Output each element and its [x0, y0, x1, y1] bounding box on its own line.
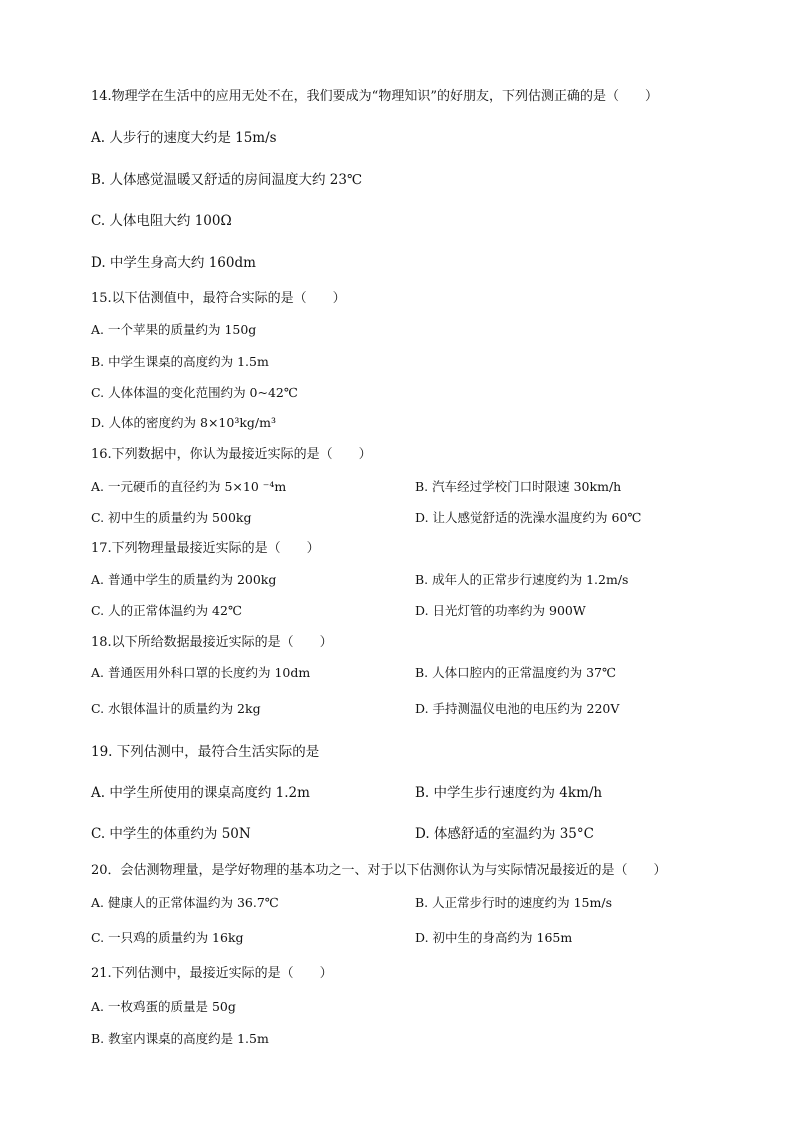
question-17-option-a: A. 普通中学生的质量约为 200kg	[91, 572, 277, 587]
question-20-option-c: C. 一只鸡的质量约为 16kg	[91, 930, 244, 945]
question-16-option-b: B. 汽车经过学校门口时限速 30km/h	[415, 479, 622, 494]
question-15-option-b: B. 中学生课桌的高度约为 1.5m	[91, 354, 269, 369]
question-21-stem: 21.下列估测中，最接近实际的是（ ）	[91, 966, 333, 981]
question-15-option-c: C. 人体体温的变化范围约为 0~42℃	[91, 385, 298, 400]
question-17-option-b: B. 成年人的正常步行速度约为 1.2m/s	[415, 572, 629, 587]
question-20-option-b: B. 人正常步行时的速度约为 15m/s	[415, 895, 612, 910]
question-20-option-a: A. 健康人的正常体温约为 36.7℃	[91, 895, 279, 910]
question-19-option-d: D. 体感舒适的室温约为 35°C	[415, 826, 594, 842]
question-20-stem: 20．会估测物理量，是学好物理的基本功之一、对于以下估测你认为与实际情况最接近的是（ ）	[91, 863, 667, 878]
question-18-stem: 18.以下所给数据最接近实际的是（ ）	[91, 635, 333, 650]
question-14-option-b: B. 人体感觉温暖又舒适的房间温度大约 23℃	[91, 172, 363, 188]
question-19-option-b: B. 中学生步行速度约为 4km/h	[415, 785, 603, 801]
question-14-option-a: A. 人步行的速度大约是 15m/s	[91, 130, 277, 146]
question-17-option-c: C. 人的正常体温约为 42℃	[91, 603, 242, 618]
question-19-option-c: C. 中学生的体重约为 50N	[91, 826, 251, 842]
question-14-stem: 14.物理学在生活中的应用无处不在，我们要成为“物理知识”的好朋友，下列估测正确的是（ ）	[91, 89, 658, 104]
question-14-option-c: C. 人体电阻大约 100Ω	[91, 213, 232, 229]
question-15-option-d: D. 人体的密度约为 8×10³kg/m³	[91, 415, 276, 430]
question-16-stem: 16.下列数据中，你认为最接近实际的是（ ）	[91, 447, 372, 462]
question-15-stem: 15.以下估测值中，最符合实际的是（ ）	[91, 291, 346, 306]
question-21-option-a: A. 一枚鸡蛋的质量是 50g	[91, 999, 236, 1014]
question-14-option-d: D. 中学生身高大约 160dm	[91, 255, 256, 271]
question-16-option-a: A. 一元硬币的直径约为 5×10 ⁻⁴m	[91, 479, 287, 494]
question-16-option-c: C. 初中生的质量约为 500kg	[91, 510, 252, 525]
question-15-option-a: A. 一个苹果的质量约为 150g	[91, 322, 257, 337]
question-20-option-d: D. 初中生的身高约为 165m	[415, 930, 573, 945]
question-18-option-b: B. 人体口腔内的正常温度约为 37℃	[415, 665, 616, 680]
question-16-option-d: D. 让人感觉舒适的洗澡水温度约为 60℃	[415, 510, 642, 525]
question-19-stem: 19. 下列估测中，最符合生活实际的是	[91, 744, 320, 760]
question-18-option-d: D. 手持测温仪电池的电压约为 220V	[415, 701, 620, 716]
question-17-stem: 17.下列物理量最接近实际的是（ ）	[91, 541, 320, 556]
question-17-option-d: D. 日光灯管的功率约为 900W	[415, 603, 586, 618]
question-18-option-a: A. 普通医用外科口罩的长度约为 10dm	[91, 665, 311, 680]
question-18-option-c: C. 水银体温计的质量约为 2kg	[91, 701, 261, 716]
question-19-option-a: A. 中学生所使用的课桌高度约 1.2m	[91, 785, 310, 801]
question-21-option-b: B. 教室内课桌的高度约是 1.5m	[91, 1031, 269, 1046]
